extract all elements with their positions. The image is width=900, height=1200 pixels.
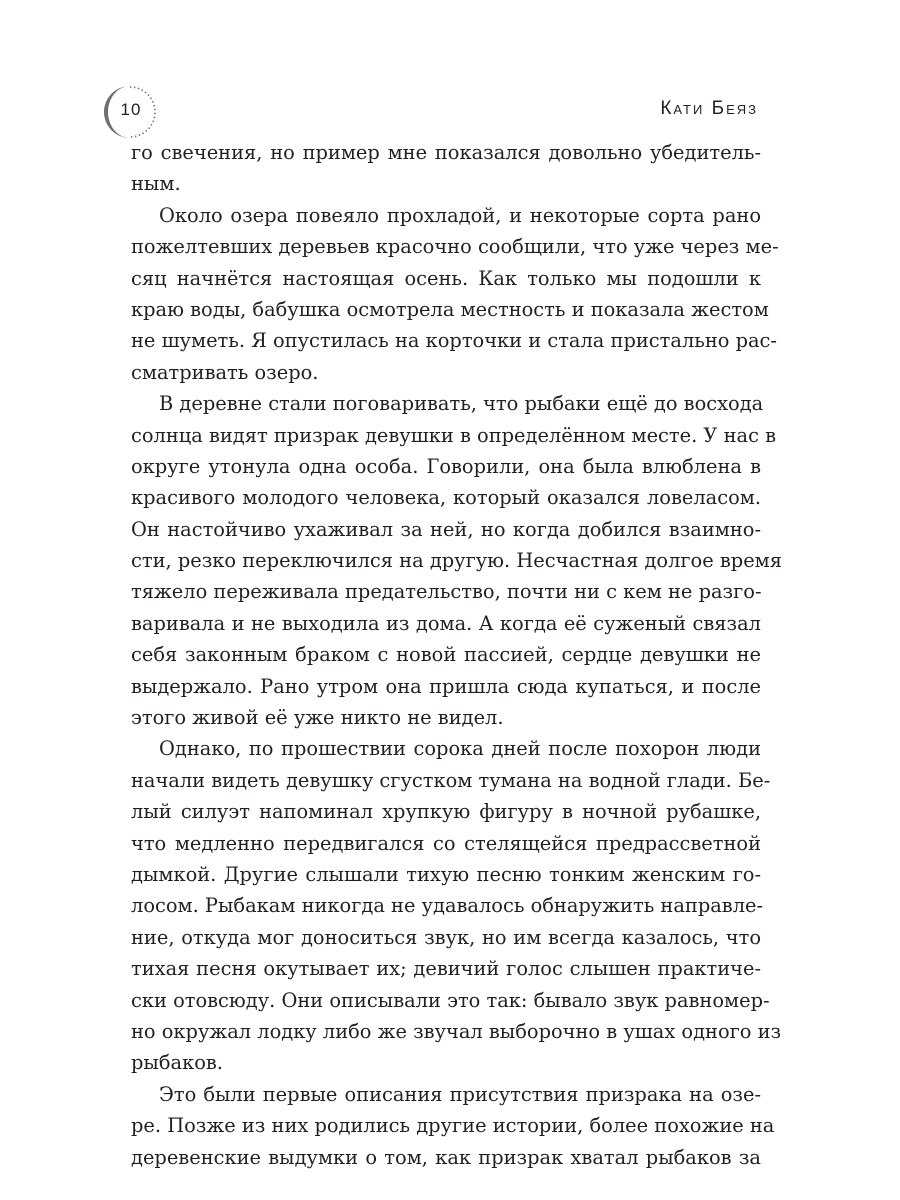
text-line: начали видеть девушку сгустком тумана на водной глади. Бе- [131, 768, 771, 792]
running-title: Кати Беяз [660, 98, 758, 119]
text-line: солнца видят призрак девушки в определённом месте. У нас в [131, 423, 777, 447]
text-line: что медленно передвигался со стелящейся предрассветной [131, 831, 761, 855]
text-line: ным. [131, 172, 181, 196]
text-line: лый силуэт напоминал хрупкую фигуру в ночной рубашке, [131, 800, 761, 824]
text-line: Он настойчиво ухаживал за ней, но когда добился взаимно- [131, 517, 761, 541]
text-line: лосом. Рыбакам никогда не удавалось обнаружить направле- [131, 894, 764, 918]
paragraph [131, 1079, 775, 1173]
text-line: ние, откуда мог доноситься звук, но им всегда казалось, что [131, 925, 761, 949]
text-line: ре. Позже из них родились другие истории, более похожие на [131, 1114, 775, 1138]
text-line: себя законным браком с новой пассией, сердце девушки не [131, 643, 761, 667]
text-line: красивого молодого человека, который оказался ловеласом. [131, 486, 761, 510]
page-header [0, 0, 900, 150]
text-line: В деревне стали поговаривать, что рыбаки ещё до восхода [159, 392, 764, 416]
text-line: рыбаков. [131, 1051, 223, 1075]
text-line: этого живой её уже никто не видел. [131, 706, 504, 730]
text-line: не шуметь. Я опустилась на корточки и стала пристально рас- [131, 329, 777, 353]
text-line: го свечения, но пример мне показался довольно убедитель- [131, 141, 761, 164]
text-line: краю воды, бабушка осмотрела местность и показала жестом [131, 297, 769, 321]
text-line: сяц начнётся настоящая осень. Как только мы подошли к [131, 266, 761, 290]
text-line: ски отовсюду. Они описывали это так: бывало звук равномер- [131, 988, 770, 1012]
text-line: Однако, по прошествии сорока дней после похорон люди [159, 737, 761, 761]
text-line: пожелтевших деревьев красочно сообщили, что уже через ме- [131, 235, 779, 259]
text-line: Около озера повеяло прохладой, и некоторые сорта рано [159, 203, 761, 227]
text-line: дымкой. Другие слышали тихую песню тонким женским го- [131, 862, 761, 886]
text-line: тяжело переживала предательство, почти ни с кем не разго- [131, 580, 762, 604]
paragraph [131, 137, 761, 200]
paragraph [131, 200, 779, 388]
paragraph [131, 388, 782, 733]
text-line: но окружал лодку либо же звучал выборочно в ушах одного из [131, 1019, 782, 1043]
body-text [131, 137, 782, 1173]
text-line: варивала и не выходила из дома. А когда её суженый связал [131, 611, 761, 635]
page-number: 10 [120, 100, 142, 119]
paragraph [131, 733, 782, 1078]
text-line: деревенские выдумки о том, как призрак хватал рыбаков за [131, 1145, 761, 1169]
text-line: сматривать озеро. [131, 360, 319, 384]
text-line: выдержало. Рано утром она пришла сюда купаться, и после [131, 674, 761, 698]
text-line: округе утонула одна особа. Говорили, она была влюблена в [131, 454, 761, 478]
text-line: сти, резко переключился на другую. Несчастная долгое время [131, 549, 782, 573]
text-line: Это были первые описания присутствия призрака на озе- [159, 1082, 761, 1106]
text-line: тихая песня окутывает их; девичий голос слышен практиче- [131, 957, 761, 981]
page-number-badge [100, 84, 156, 140]
